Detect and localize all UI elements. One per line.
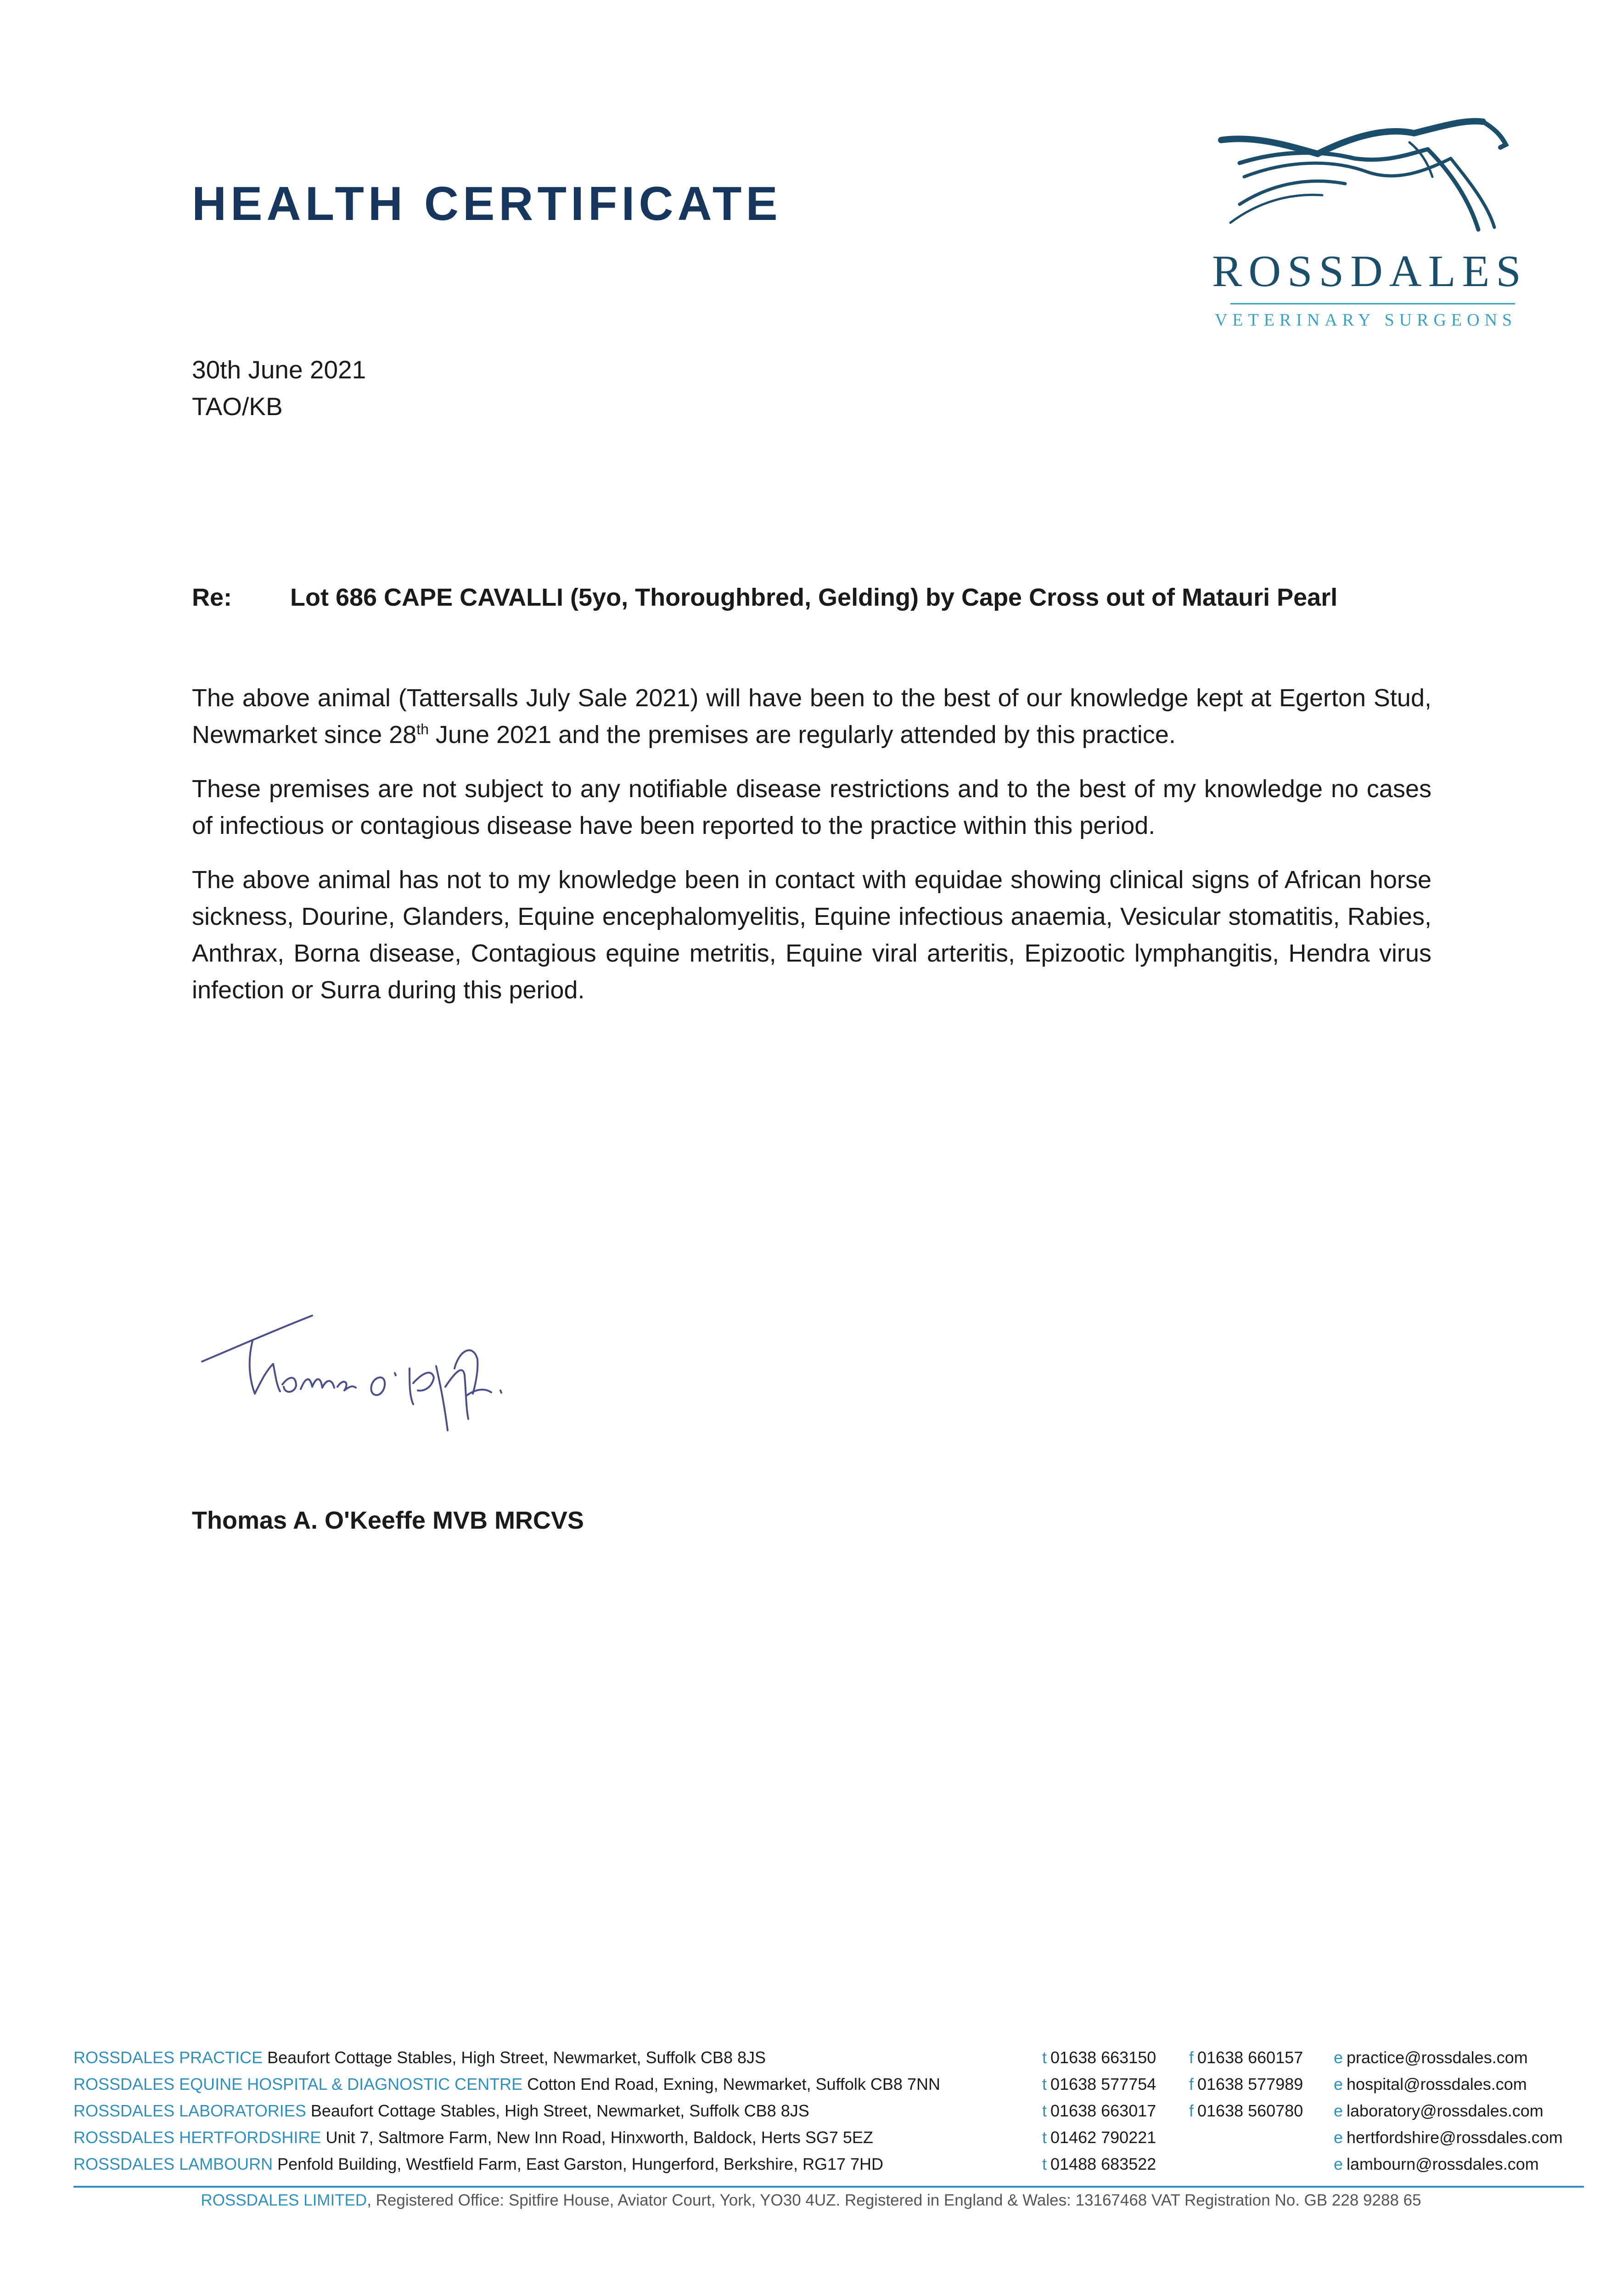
branch-fax bbox=[1189, 2048, 1303, 2067]
phone-number: 01488 683522 bbox=[1050, 2155, 1156, 2173]
phone-number: 01638 663150 bbox=[1050, 2048, 1156, 2067]
fax-number: 01638 660157 bbox=[1197, 2048, 1303, 2067]
branch-fax bbox=[1189, 2075, 1303, 2094]
branch-phone bbox=[1042, 2155, 1156, 2174]
paragraph-3: The above animal has not to my knowledge been in contact with equidae showing clinical signs of African horse sickness, Dourine, Glanders, Equine encephalomyelitis, Equine infectious anaemia, Vesicular stomatitis, Rabies, Anthrax, Borna disease, Contagious equine metritis, Equine viral arteritis, Epizootic lymphangitis, Hendra virus infection or Surra during this period. bbox=[192, 866, 1431, 1004]
branch-name: ROSSDALES HERTFORDSHIRE bbox=[73, 2128, 321, 2147]
footer-row bbox=[73, 2075, 1593, 2101]
phone-number: 01638 577754 bbox=[1050, 2075, 1156, 2093]
footer-divider bbox=[73, 2186, 1584, 2188]
phone-label: t bbox=[1042, 2048, 1047, 2067]
paragraph-1-text-end: June 2021 and the premises are regularly attended by this practice. bbox=[428, 721, 1176, 748]
branch-phone bbox=[1042, 2048, 1156, 2067]
phone-label: t bbox=[1042, 2075, 1047, 2093]
paragraph-1-text: The above animal (Tattersalls July Sale 2021) will have been to the best of our knowledge kept at Egerton Stud, Newmarket since 28 bbox=[192, 684, 1431, 748]
ordinal-suffix: th bbox=[416, 721, 429, 737]
certificate-body bbox=[192, 680, 1431, 1026]
branch-address: Beaufort Cottage Stables, High Street, Newmarket, Suffolk CB8 8JS bbox=[267, 2048, 766, 2067]
email-label: e bbox=[1334, 2048, 1343, 2067]
email-label: e bbox=[1334, 2101, 1343, 2120]
footer-row bbox=[73, 2155, 1593, 2181]
email-label: e bbox=[1334, 2075, 1343, 2093]
horse-logo-icon bbox=[1212, 108, 1520, 246]
branch-email bbox=[1334, 2101, 1543, 2121]
company-name: ROSSDALES LIMITED bbox=[201, 2191, 367, 2209]
letter-reference: TAO/KB bbox=[192, 392, 283, 421]
page-title: HEALTH CERTIFICATE bbox=[192, 177, 782, 231]
logo-wordmark: ROSSDALES bbox=[1212, 247, 1527, 296]
email-label: e bbox=[1334, 2128, 1343, 2147]
subject-text: Lot 686 CAPE CAVALLI (5yo, Thoroughbred, Gelding) by Cape Cross out of Matauri Pearl bbox=[290, 584, 1338, 611]
fax-label: f bbox=[1189, 2075, 1194, 2093]
subject-line bbox=[192, 583, 1337, 612]
email-address: laboratory@rossdales.com bbox=[1347, 2101, 1543, 2120]
phone-number: 01638 663017 bbox=[1050, 2101, 1156, 2120]
fax-number: 01638 560780 bbox=[1197, 2101, 1303, 2120]
email-address: hospital@rossdales.com bbox=[1347, 2075, 1527, 2093]
paragraph-2: These premises are not subject to any notifiable disease restrictions and to the best of my knowledge no cases of infectious or contagious disease have been reported to the practice within this period. bbox=[192, 775, 1431, 839]
paragraph-1 bbox=[192, 680, 1431, 753]
branch-address: Cotton End Road, Exning, Newmarket, Suffolk CB8 7NN bbox=[527, 2075, 940, 2093]
footer-row bbox=[73, 2048, 1593, 2075]
branch-email bbox=[1334, 2155, 1539, 2174]
branch-phone bbox=[1042, 2128, 1156, 2147]
branch-name: ROSSDALES LAMBOURN bbox=[73, 2155, 273, 2173]
subject-label: Re: bbox=[192, 584, 232, 611]
branch-fax bbox=[1189, 2101, 1303, 2121]
branch-phone bbox=[1042, 2075, 1156, 2094]
branch-name: ROSSDALES PRACTICE bbox=[73, 2048, 263, 2067]
letter-meta bbox=[192, 351, 366, 425]
letter-date: 30th June 2021 bbox=[192, 355, 366, 384]
company-registration: , Registered Office: Spitfire House, Aviator Court, York, YO30 4UZ. Registered in England & Wales: 13167468 VAT Registration No. GB 228 9288 65 bbox=[367, 2191, 1421, 2209]
signer-name: Thomas A. O'Keeffe MVB MRCVS bbox=[192, 1507, 584, 1534]
phone-label: t bbox=[1042, 2101, 1047, 2120]
email-address: hertfordshire@rossdales.com bbox=[1347, 2128, 1563, 2147]
email-label: e bbox=[1334, 2155, 1343, 2173]
fax-label: f bbox=[1189, 2101, 1194, 2120]
branch-address: Penfold Building, Westfield Farm, East Garston, Hungerford, Berkshire, RG17 7HD bbox=[277, 2155, 884, 2173]
phone-label: t bbox=[1042, 2128, 1047, 2147]
logo-subtitle: VETERINARY SURGEONS bbox=[1214, 310, 1517, 330]
handwritten-signature bbox=[197, 1281, 528, 1446]
email-address: practice@rossdales.com bbox=[1347, 2048, 1528, 2067]
phone-number: 01462 790221 bbox=[1050, 2128, 1156, 2147]
branch-address: Beaufort Cottage Stables, High Street, Newmarket, Suffolk CB8 8JS bbox=[310, 2101, 809, 2120]
branch-name: ROSSDALES LABORATORIES bbox=[73, 2101, 306, 2120]
fax-label: f bbox=[1189, 2048, 1194, 2067]
footer-row bbox=[73, 2128, 1593, 2155]
branch-email bbox=[1334, 2075, 1527, 2094]
rossdales-logo bbox=[1212, 108, 1527, 333]
logo-divider bbox=[1230, 303, 1515, 304]
fax-number: 01638 577989 bbox=[1197, 2075, 1303, 2093]
branch-email bbox=[1334, 2128, 1563, 2147]
branch-email bbox=[1334, 2048, 1528, 2067]
footer-row bbox=[73, 2101, 1593, 2128]
branch-phone bbox=[1042, 2101, 1156, 2121]
phone-label: t bbox=[1042, 2155, 1047, 2173]
branch-name: ROSSDALES EQUINE HOSPITAL & DIAGNOSTIC CENTRE bbox=[73, 2075, 523, 2093]
footer-legal bbox=[0, 2191, 1622, 2210]
branch-address: Unit 7, Saltmore Farm, New Inn Road, Hinxworth, Baldock, Herts SG7 5EZ bbox=[326, 2128, 873, 2147]
email-address: lambourn@rossdales.com bbox=[1347, 2155, 1539, 2173]
